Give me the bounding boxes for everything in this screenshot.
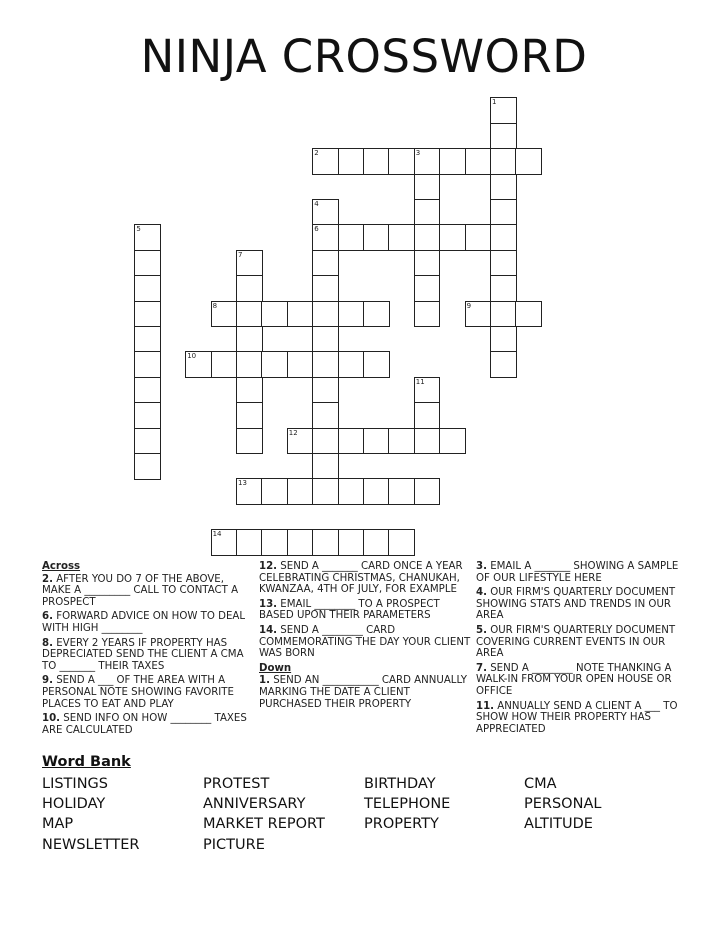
clue-text: SEND A ________ NOTE THANKING A WALK-IN FROM YOUR OPEN HOUSE OR OFFICE (476, 662, 672, 697)
grid-cell[interactable] (388, 224, 415, 251)
grid-cell[interactable] (490, 326, 517, 353)
clue-number-label: 11 (415, 377, 425, 386)
across-heading: Across (42, 561, 81, 572)
grid-cell[interactable] (338, 351, 365, 378)
grid-cell[interactable] (287, 301, 314, 328)
clue-text: FORWARD ADVICE ON HOW TO DEAL WITH HIGH ________ (42, 611, 246, 634)
clue-text: SEND A ________ CARD COMMEMORATING THE DAY YOUR CLIENT WAS BORN (259, 624, 471, 660)
clue-down-11 (476, 701, 686, 736)
grid-cell[interactable] (236, 478, 263, 505)
grid-cell[interactable] (134, 453, 161, 480)
clue-across-8 (42, 638, 252, 673)
clue-number: 3. (476, 561, 487, 572)
word-bank (42, 774, 702, 864)
grid-cell[interactable] (414, 428, 441, 455)
grid-cell[interactable] (312, 326, 339, 353)
grid-cell[interactable] (134, 377, 161, 404)
grid-cell[interactable] (414, 275, 441, 302)
word-bank-item: MAP (42, 816, 74, 833)
clue-text: OUR FIRM'S QUARTERLY DOCUMENT SHOWING STATS AND TRENDS IN OUR AREA (476, 587, 676, 622)
word-bank-item: LISTINGS (42, 776, 108, 792)
grid-cell[interactable] (211, 351, 238, 378)
grid-cell[interactable] (414, 174, 441, 201)
clue-number: 7. (476, 662, 487, 674)
grid-cell[interactable] (134, 250, 161, 277)
grid-cell[interactable] (261, 529, 288, 556)
grid-cell[interactable] (439, 224, 466, 251)
grid-cell[interactable] (338, 224, 365, 251)
grid-cell[interactable] (388, 148, 415, 175)
grid-cell[interactable] (363, 351, 390, 378)
clue-number-label: 10 (187, 352, 197, 361)
clue-number: 11. (476, 700, 495, 712)
clue-across-13 (259, 599, 471, 622)
grid-cell[interactable] (414, 402, 441, 429)
grid-cell[interactable] (414, 148, 441, 175)
word-bank-item: PROPERTY (364, 816, 439, 833)
clues-column-1 (42, 561, 252, 739)
grid-cell[interactable] (287, 529, 314, 556)
grid-cell[interactable] (134, 351, 161, 378)
grid-cell[interactable] (134, 275, 161, 302)
word-bank-item: ANNIVERSARY (203, 796, 306, 813)
word-bank-item: PROTEST (203, 776, 270, 792)
clue-text: AFTER YOU DO 7 OF THE ABOVE, MAKE A _________ CALL TO CONTACT A PROSPECT (42, 573, 239, 608)
grid-cell[interactable] (490, 250, 517, 277)
grid-cell[interactable] (414, 377, 441, 404)
grid-cell[interactable] (287, 478, 314, 505)
grid-cell[interactable] (236, 250, 263, 277)
clue-number: 12. (259, 561, 278, 572)
clue-text: EMAIL A _______ SHOWING A SAMPLE OF OUR LIFESTYLE HERE (476, 561, 679, 584)
crossword-grid (135, 98, 555, 558)
grid-cell[interactable] (363, 148, 390, 175)
grid-cell[interactable] (338, 478, 365, 505)
grid-cell[interactable] (363, 529, 390, 556)
grid-cell[interactable] (134, 301, 161, 328)
clue-text: SEND A _______ CARD ONCE A YEAR CELEBRATING CHRISTMAS, CHANUKAH, KWANZAA, 4TH OF JULY, FOR EXAMPLE (259, 561, 463, 596)
grid-cell[interactable] (338, 428, 365, 455)
grid-cell[interactable] (236, 377, 263, 404)
clue-number: 8. (42, 637, 53, 649)
grid-cell[interactable] (363, 301, 390, 328)
grid-cell[interactable] (312, 351, 339, 378)
grid-cell[interactable] (312, 250, 339, 277)
clue-number-label: 9 (466, 301, 472, 310)
grid-cell[interactable] (414, 250, 441, 277)
grid-cell[interactable] (261, 351, 288, 378)
grid-cell[interactable] (490, 97, 517, 124)
grid-cell[interactable] (236, 428, 263, 455)
word-bank-column-3 (364, 774, 450, 835)
grid-cell[interactable] (363, 224, 390, 251)
grid-cell[interactable] (363, 478, 390, 505)
clue-number: 14. (259, 624, 278, 636)
clue-across-10 (42, 713, 252, 736)
grid-cell[interactable] (465, 224, 492, 251)
clue-across-6 (42, 611, 252, 634)
grid-cell[interactable] (134, 428, 161, 455)
grid-cell[interactable] (490, 148, 517, 175)
grid-cell[interactable] (414, 199, 441, 226)
word-bank-item: MARKET REPORT (203, 816, 325, 833)
clues-column-3 (476, 561, 686, 738)
page-title: NINJA CROSSWORD (140, 30, 588, 83)
word-bank-item: HOLIDAY (42, 796, 106, 813)
clue-number-label: 3 (415, 149, 421, 158)
grid-cell[interactable] (515, 148, 542, 175)
grid-cell[interactable] (388, 529, 415, 556)
grid-cell[interactable] (388, 478, 415, 505)
clue-across-12 (259, 561, 471, 596)
clue-text: ANNUALLY SEND A CLIENT A ___ TO SHOW HOW THEIR PROPERTY HAS APPRECIATED (476, 700, 678, 735)
clue-number-label: 2 (314, 149, 319, 158)
clue-number: 6. (42, 611, 53, 623)
grid-cell[interactable] (465, 148, 492, 175)
grid-cell[interactable] (134, 326, 161, 353)
clue-number-label: 4 (314, 200, 319, 208)
grid-cell[interactable] (312, 275, 339, 302)
grid-cell[interactable] (490, 174, 517, 201)
clue-text: EVERY 2 YEARS IF PROPERTY HAS DEPRECIATED SEND THE CLIENT A CMA TO _______ THEIR TAXES (42, 637, 244, 672)
grid-cell[interactable] (312, 148, 339, 175)
grid-cell[interactable] (312, 402, 339, 429)
clue-across-2 (42, 574, 252, 609)
clue-number: 4. (476, 587, 487, 599)
clue-number: 5. (476, 624, 487, 636)
grid-cell[interactable] (312, 529, 339, 556)
grid-cell[interactable] (236, 326, 263, 353)
grid-cell[interactable] (236, 275, 263, 302)
grid-cell[interactable] (414, 301, 441, 328)
clue-text: SEND A ___ OF THE AREA WITH A PERSONAL NOTE SHOWING FAVORITE PLACES TO EAT AND PLAY (42, 675, 234, 710)
clue-number-label: 8 (212, 301, 218, 310)
grid-cell[interactable] (236, 301, 263, 328)
word-bank-item: PERSONAL (524, 796, 602, 813)
clue-number-label: 13 (238, 479, 247, 488)
clues-column-2 (259, 561, 471, 713)
word-bank-item: CMA (524, 776, 557, 792)
grid-cell[interactable] (211, 529, 238, 556)
grid-cell[interactable] (338, 148, 365, 175)
grid-cell[interactable] (388, 428, 415, 455)
grid-cell[interactable] (211, 301, 238, 328)
clue-number: 9. (42, 675, 53, 687)
clue-number-label: 6 (314, 225, 319, 234)
clue-down-4 (476, 587, 686, 622)
clue-down-5 (476, 625, 686, 660)
word-bank-item: ALTITUDE (524, 816, 593, 833)
grid-cell[interactable] (312, 199, 339, 226)
clue-text: EMAIL ________ TO A PROSPECT BASED UPON THEIR PARAMETERS (259, 598, 440, 622)
grid-cell[interactable] (490, 199, 517, 226)
clue-text: SEND AN ___________ CARD ANNUALLY MARKING THE DATE A CLIENT PURCHASED THEIR PROPERTY (259, 675, 468, 710)
clue-number-label: 5 (136, 225, 141, 234)
clue-number: 10. (42, 713, 61, 725)
grid-cell[interactable] (490, 123, 517, 150)
clue-number-label: 12 (288, 428, 298, 437)
clue-text: OUR FIRM'S QUARTERLY DOCUMENT COVERING CURRENT EVENTS IN OUR AREA (476, 624, 676, 660)
clue-number-label: 1 (492, 98, 497, 107)
word-bank-heading: Word Bank (42, 754, 131, 770)
grid-cell[interactable] (236, 402, 263, 429)
grid-cell[interactable] (287, 351, 314, 378)
clue-across-9 (42, 675, 252, 710)
grid-cell[interactable] (236, 351, 263, 378)
grid-cell[interactable] (490, 224, 517, 251)
down-heading: Down (259, 662, 292, 674)
grid-cell[interactable] (261, 478, 288, 505)
grid-cell[interactable] (287, 428, 314, 455)
grid-cell[interactable] (312, 301, 339, 328)
grid-cell[interactable] (414, 478, 441, 505)
grid-cell[interactable] (414, 224, 441, 251)
grid-cell[interactable] (515, 301, 542, 328)
grid-cell[interactable] (312, 478, 339, 505)
grid-cell[interactable] (134, 224, 161, 251)
word-bank-column-4 (524, 774, 601, 835)
grid-cell[interactable] (439, 428, 466, 455)
clue-number-label: 14 (212, 530, 222, 539)
grid-cell[interactable] (312, 428, 339, 455)
grid-cell[interactable] (439, 148, 466, 175)
grid-cell[interactable] (312, 224, 339, 251)
grid-cell[interactable] (490, 301, 517, 328)
clue-number: 1. (259, 675, 270, 687)
grid-cell[interactable] (134, 402, 161, 429)
grid-cell[interactable] (261, 301, 288, 328)
grid-cell[interactable] (490, 275, 517, 302)
word-bank-item: TELEPHONE (364, 796, 451, 813)
grid-cell[interactable] (490, 351, 517, 378)
clue-number: 13. (259, 598, 278, 610)
grid-cell[interactable] (312, 453, 339, 480)
clue-text: SEND INFO ON HOW ________ TAXES ARE CALCULATED (42, 713, 247, 736)
clue-down-3 (476, 561, 686, 584)
word-bank-item: BIRTHDAY (364, 776, 436, 792)
word-bank-column-2 (203, 774, 325, 855)
grid-cell[interactable] (363, 428, 390, 455)
grid-cell[interactable] (312, 377, 339, 404)
word-bank-item: NEWSLETTER (42, 836, 140, 853)
grid-cell[interactable] (236, 529, 263, 556)
clue-number-label: 7 (238, 250, 243, 259)
grid-cell[interactable] (338, 529, 365, 556)
clue-down-7 (476, 663, 686, 698)
clue-down-1 (259, 675, 471, 710)
clue-number: 2. (42, 573, 53, 585)
grid-cell[interactable] (465, 301, 492, 328)
word-bank-column-1 (42, 774, 140, 855)
word-bank-item: PICTURE (203, 836, 265, 853)
clue-across-14 (259, 625, 471, 660)
grid-cell[interactable] (185, 351, 212, 378)
grid-cell[interactable] (338, 301, 365, 328)
